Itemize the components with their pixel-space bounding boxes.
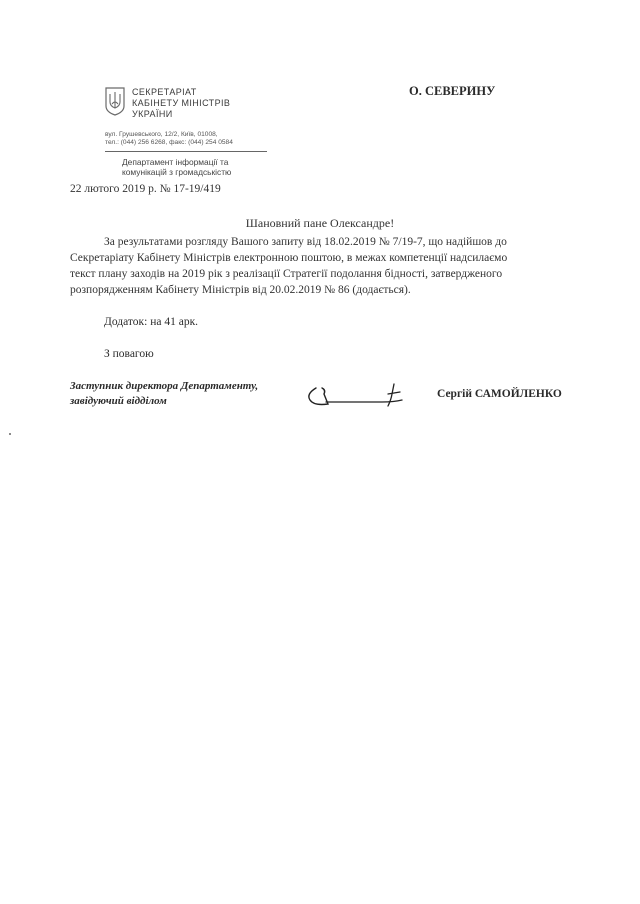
handwritten-signature	[302, 380, 414, 410]
org-name-line-1: СЕКРЕТАРІАТ	[132, 87, 197, 97]
trident-emblem-icon	[104, 86, 126, 116]
body-line-1: За результатами розгляду Вашого запиту від 18.02.2019 № 7/19-7, що надійшов до	[104, 236, 507, 248]
department-line-2: комунікацій з громадськістю	[122, 167, 232, 177]
signatory-name: Сергій САМОЙЛЕНКО	[437, 388, 562, 400]
org-name-line-2: КАБІНЕТУ МІНІСТРІВ	[132, 98, 231, 108]
department-line-1: Департамент інформації та	[122, 157, 229, 167]
org-phone-fax: тел.: (044) 256 6268, факс: (044) 254 0584	[105, 139, 233, 146]
org-name-line-3: УКРАЇНИ	[132, 109, 173, 119]
org-address: вул. Грушевського, 12/2, Київ, 01008,	[105, 131, 218, 138]
addressee: О. СЕВЕРИНУ	[409, 84, 496, 98]
scan-speck	[9, 433, 11, 435]
greeting: Шановний пане Олександре!	[245, 216, 395, 230]
body-line-4: розпорядженням Кабінету Міністрів від 20.02.2019 № 86 (додається).	[70, 284, 411, 296]
annex-note: Додаток: на 41 арк.	[104, 316, 199, 328]
letter-reference: 22 лютого 2019 р. № 17-19/419	[70, 183, 221, 195]
signatory-position-line-2: завідуючий відділом	[70, 395, 167, 407]
body-line-3: текст плану заходів на 2019 рік з реалізації Стратегії подолання бідності, затвердженого	[70, 268, 503, 280]
letterhead-divider	[105, 151, 267, 152]
closing-phrase: З повагою	[104, 348, 154, 360]
signatory-position-line-1: Заступник директора Департаменту,	[70, 380, 259, 392]
body-line-2: Секретаріату Кабінету Міністрів електронною поштою, в межах компетенції надсилаємо	[70, 252, 508, 264]
